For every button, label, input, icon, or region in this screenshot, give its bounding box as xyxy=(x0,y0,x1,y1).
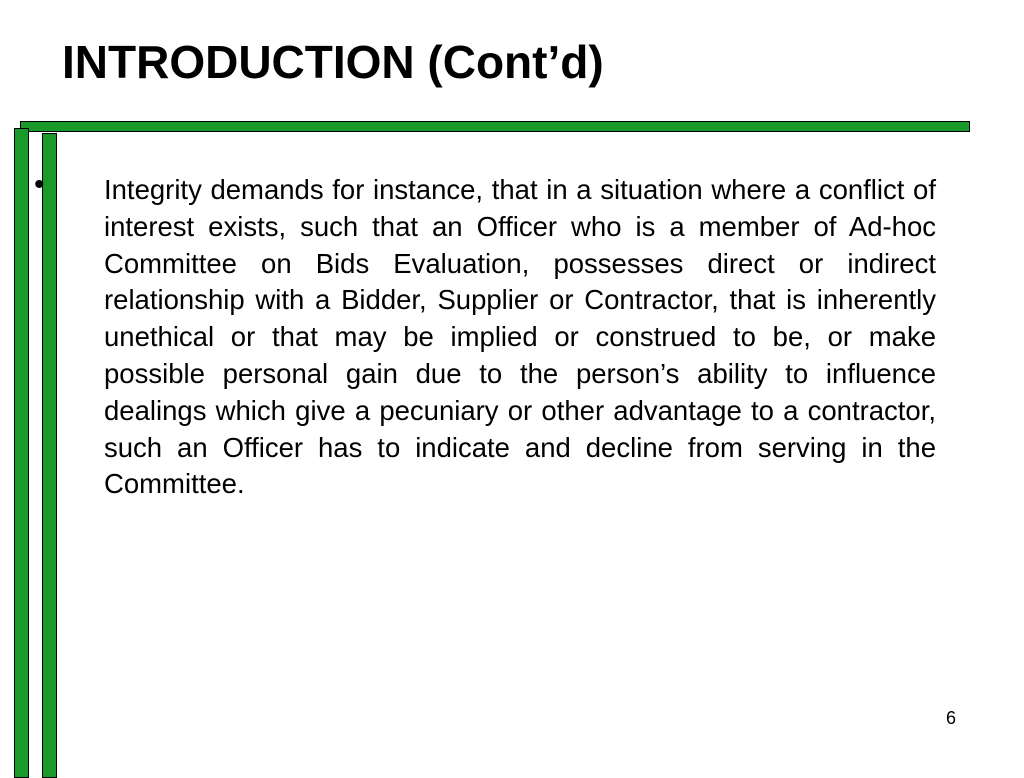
horizontal-accent-bar xyxy=(20,121,970,132)
vertical-accent-bar-inner xyxy=(42,133,57,778)
vertical-accent-bar-outer xyxy=(14,128,29,778)
slide-title: INTRODUCTION (Cont’d) xyxy=(62,36,604,88)
page-number: 6 xyxy=(946,708,957,728)
bullet-icon: • xyxy=(34,168,45,201)
body-paragraph: Integrity demands for instance, that in a situation where a conflict of interest exists, such that an Officer who is a member of Ad-hoc Committee on Bids Evaluation, possesses direct or indirect relationship with a Bidder, Supplier or Contractor, that is inherently unethical or that may be implied or construed to be, or make possible personal gain due to the person’s ability to influence dealings which give a pecuniary or other advantage to a contractor, such an Officer has to indicate and decline from serving in the Committee. xyxy=(104,174,936,500)
